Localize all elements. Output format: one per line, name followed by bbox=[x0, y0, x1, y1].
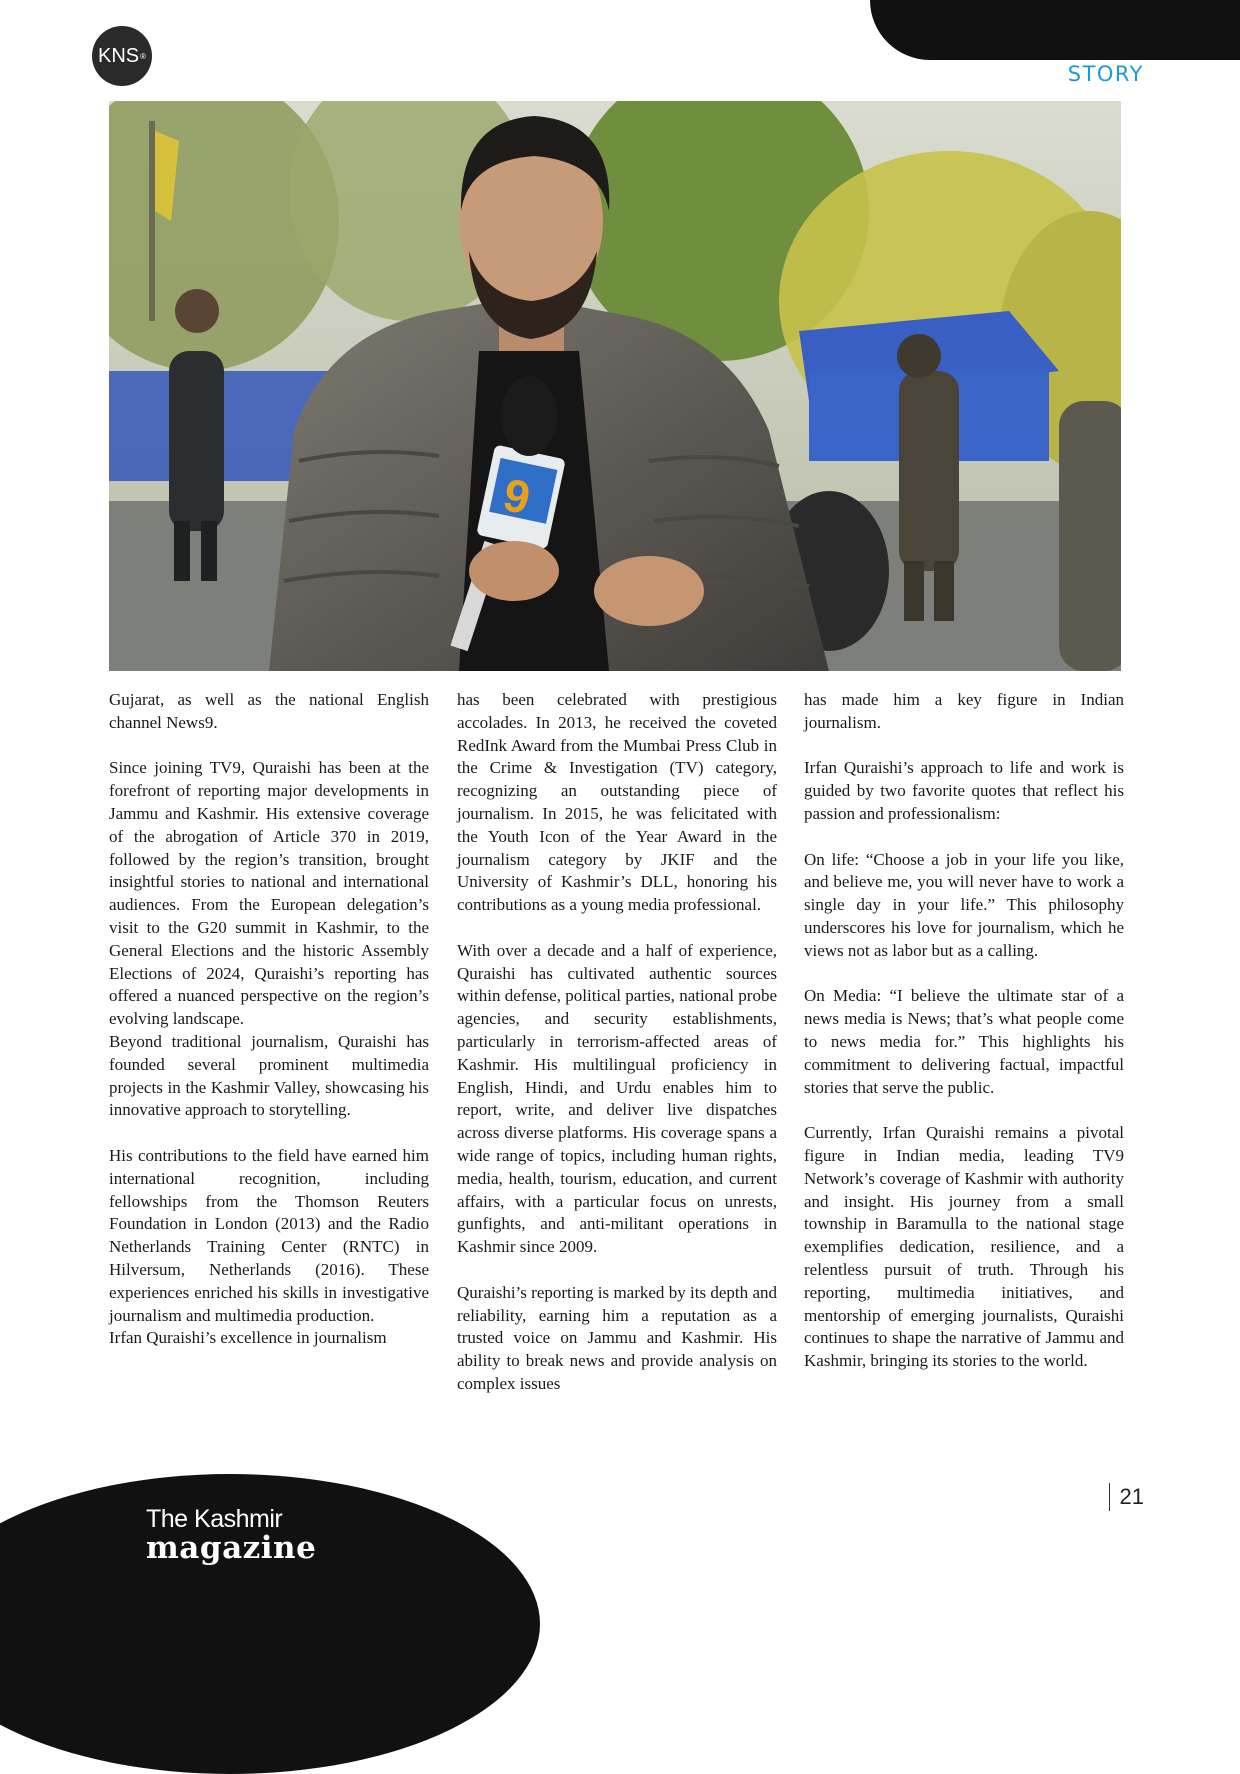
reporter-photo-illustration bbox=[109, 101, 1121, 671]
brand-line-1: The Kashmir bbox=[146, 1505, 283, 1533]
magazine-brand-logo bbox=[146, 1506, 316, 1564]
paragraph: On life: “Choose a job in your life you like, and believe me, you will never have to work a single day in your life.” This philosophy underscores his love for journalism, which he views not as labor but as a calling. bbox=[804, 849, 1124, 960]
section-label: STORY bbox=[1067, 62, 1144, 86]
header-corner-shape bbox=[870, 0, 1240, 60]
paragraph: has made him a key figure in Indian journalism. bbox=[804, 690, 1124, 732]
column-2 bbox=[457, 689, 777, 1396]
paragraph: With over a decade and a half of experience, Quraishi has cultivated authentic sources within defense, political parties, national probe agencies, and security establishments, particularly in terrorism-affected areas of Kashmir. His multilingual proficiency in English, Hindi, and Urdu enables him to report, write, and deliver live dispatches across diverse platforms. His coverage spans a wide range of topics, including human rights, media, health, tourism, education, and current affairs, with a particular focus on unrests, gunfights, and anti-militant operations in Kashmir since 2009. bbox=[457, 940, 777, 1257]
paragraph: Irfan Quraishi’s excellence in journalism bbox=[109, 1328, 387, 1348]
page-number: 21 bbox=[1109, 1483, 1144, 1511]
paragraph: Since joining TV9, Quraishi has been at the forefront of reporting major developments in Jammu and Kashmir. His extensive coverage of the abrogation of Article 370 in 2019, followed by the region’s transition, brought insightful stories to national and international audiences. From the European delegation’s visit to the G20 summit in Kashmir, to the General Elections and the historic Assembly Elections of 2024, Quraishi’s reporting has offered a nuanced perspective on the region’s evolving landscape. bbox=[109, 758, 429, 1029]
brand-line-2: magazine bbox=[146, 1530, 317, 1566]
paragraph: Gujarat, as well as the national English channel News9. bbox=[109, 690, 429, 732]
paragraph: His contributions to the field have earned him international recognition, including fellowships from the Thomson Reuters Foundation in London (2013) and the Radio Netherlands Training Center (RNTC) in Hilversum, Netherlands (2016). These experiences enriched his skills in investigative journalism and multimedia production. bbox=[109, 1145, 429, 1325]
paragraph: On Media: “I believe the ultimate star of a news media is News; that’s what people come to news media for.” This highlights his commitment to delivering factual, impactful stories that serve the public. bbox=[804, 986, 1124, 1097]
feature-photo bbox=[109, 101, 1121, 671]
column-1 bbox=[109, 689, 429, 1350]
paragraph: Quraishi’s reporting is marked by its depth and reliability, earning him a reputation as a trusted voice on Jammu and Kashmir. His ability to break news and provide analysis on complex issues bbox=[457, 1282, 777, 1393]
paragraph: Beyond traditional journalism, Quraishi has founded several prominent multimedia projects in the Kashmir Valley, showcasing his innovative approach to storytelling. bbox=[109, 1031, 429, 1120]
kns-logo bbox=[92, 26, 152, 86]
mic-flag-label: 9 bbox=[498, 468, 535, 525]
paragraph: has been celebrated with prestigious accolades. In 2013, he received the coveted RedInk Award from the Mumbai Press Club in the Crime & Investigation (TV) category, recognizing an outstanding piece of journalism. In 2015, he was felicitated with the Youth Icon of the Year Award in the journalism category by JKIF and the University of Kashmir’s DLL, honoring his contributions as a young media professional. bbox=[457, 690, 777, 915]
article-columns bbox=[109, 689, 1123, 1449]
paragraph: Irfan Quraishi’s approach to life and work is guided by two favorite quotes that reflect his passion and professionalism: bbox=[804, 758, 1124, 823]
logo-text: KNS bbox=[97, 44, 140, 67]
paragraph: Currently, Irfan Quraishi remains a pivotal figure in Indian media, leading TV9 Network’s coverage of Kashmir with authority and insight. His journey from a small township in Baramulla to the national stage exemplifies dedication, resilience, and a relentless pursuit of truth. Through his reporting, multimedia initiatives, and mentorship of emerging journalists, Quraishi continues to shape the narrative of Jammu and Kashmir, bringing its stories to the world. bbox=[804, 1123, 1124, 1371]
registered-mark: ® bbox=[140, 51, 147, 61]
column-3 bbox=[804, 689, 1124, 1373]
